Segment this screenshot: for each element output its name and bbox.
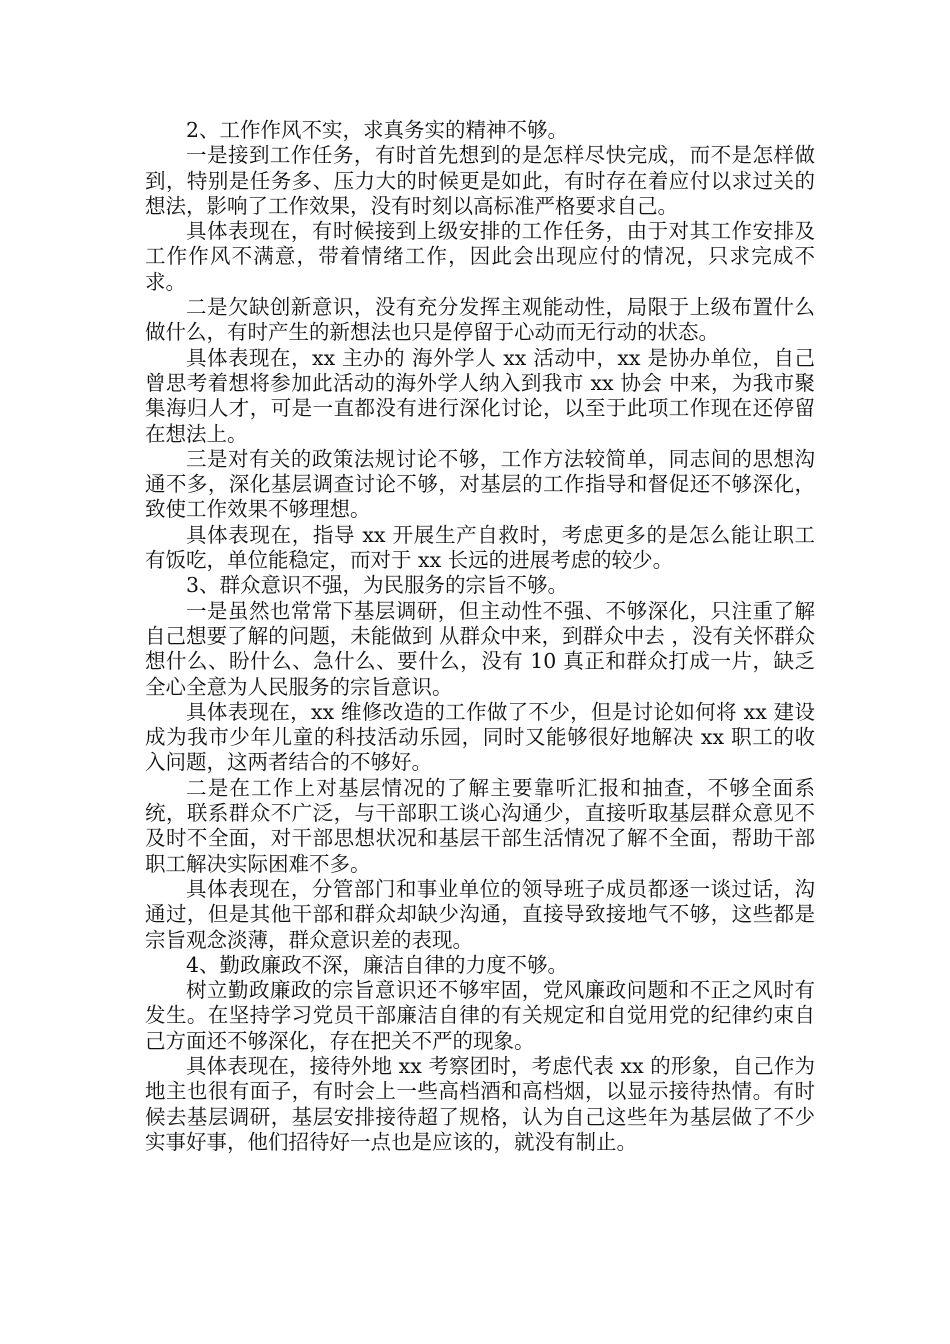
paragraph-point-1: 一是接到工作任务，有时首先想到的是怎样尽快完成，而不是怎样做到，特别是任务多、压力大的时候更是如此，有时存在着应付以求过关的想法，影响了工作效果，没有时刻以高标准严格要求自己。 (145, 143, 815, 218)
paragraph-example-6: 具体表现在，接待外地 xx 考察团时，考虑代表 xx 的形象，自己作为地主也很有面子，有时会上一些高档酒和高档烟，以显示接待热情。有时候去基层调研，基层安排接待超了规格，认为自己这些年为基层做了不少实事好事，他们招待好一点也是应该的，就没有制止。 (145, 1053, 815, 1154)
paragraph-point-3: 三是对有关的政策法规讨论不够，工作方法较简单，同志间的思想沟通不多，深化基层调查讨论不够，对基层的工作指导和督促还不够深化，致使工作效果不够理想。 (145, 446, 815, 522)
section-heading-4: 4、勤政廉政不深，廉洁自律的力度不够。 (186, 952, 569, 977)
paragraph-example-3: 具体表现在，指导 xx 开展生产自救时，考虑更多的是怎么能让职工有饭吃，单位能稳定，而对于 xx 长远的进展考虑的较少。 (145, 522, 815, 573)
paragraph-example-1: 具体表现在，有时候接到上级安排的工作任务，由于对其工作安排及工作作风不满意，带着情绪工作，因此会出现应付的情况，只求完成不求。 (145, 219, 815, 294)
paragraph-point-6: 树立勤政廉政的宗旨意识还不够牢固，党风廉政问题和不正之风时有发生。在坚持学习党员干部廉洁自律的有关规定和自觉用党的纪律约束自己方面还不够深化，存在把关不严的现象。 (145, 978, 815, 1053)
section-heading-3: 3、群众意识不强，为民服务的宗旨不够。 (186, 573, 569, 598)
paragraph-point-2: 二是欠缺创新意识，没有充分发挥主观能动性，局限于上级布置什么做什么，有时产生的新想法也只是停留于心动而无行动的状态。 (145, 295, 815, 345)
paragraph-point-4: 一是虽然也常常下基层调研，但主动性不强、不够深化，只注重了解自己想要了解的问题，未能做到 从群众中来，到群众中去 ，没有关怀群众想什么、盼什么、急什么、要什么，没有 10 真正和群众打成一片，缺乏全心全意为人民服务的宗旨意识。 (145, 598, 815, 699)
section-heading-2: 2、工作作风不实，求真务实的精神不够。 (186, 118, 569, 142)
document-body (145, 118, 815, 1155)
paragraph-example-4: 具体表现在，xx 维修改造的工作做了不少，但是讨论如何将 xx 建设成为我市少年儿童的科技活动乐园，同时又能够很好地解决 xx 职工的收入问题，这两者结合的不够好。 (145, 699, 815, 775)
paragraph-point-5: 二是在工作上对基层情况的了解主要靠听汇报和抽查，不够全面系统，联系群众不广泛，与干部职工谈心沟通少，直接听取基层群众意见不及时不全面，对干部思想状况和基层干部生活情况了解不全面，帮助干部职工解决实际困难不多。 (145, 775, 815, 876)
paragraph-example-2: 具体表现在，xx 主办的 海外学人 xx 活动中，xx 是协办单位，自己曾思考着想将参加此活动的海外学人纳入到我市 xx 协会 中来，为我市聚集海归人才，可是一直都没有进行深化讨论，以至于此项工作现在还停留在想法上。 (145, 345, 815, 446)
paragraph-example-5: 具体表现在，分管部门和事业单位的领导班子成员都逐一谈过话，沟通过，但是其他干部和群众却缺少沟通，直接导致接地气不够，这些都是宗旨观念淡薄，群众意识差的表现。 (145, 876, 815, 952)
